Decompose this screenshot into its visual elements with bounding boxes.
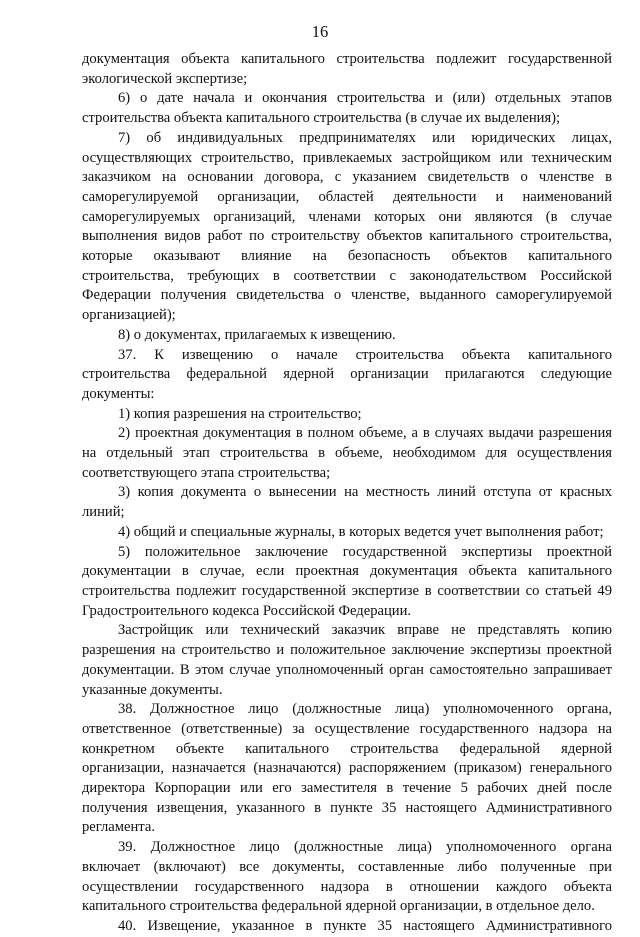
- text-line: соответствующего этапа строительства;: [82, 464, 331, 481]
- text-line: линий;: [82, 504, 125, 521]
- text-line: 7) об индивидуальных предпринимателях или юридических лицах,: [118, 129, 612, 146]
- text-line: директора Корпорации или его заместителя в течение 5 рабочих дней после: [82, 780, 612, 797]
- page-number: 16: [311, 22, 329, 41]
- text-line: 40. Извещение, указанное в пункте 35 настоящего Административного: [118, 917, 612, 934]
- text-line: саморегулируемой организации, областей деятельности и наименований: [82, 188, 612, 205]
- text-line: 1) копия разрешения на строительство;: [118, 405, 362, 422]
- text-line: Градостроительного кодекса Российской Федерации.: [82, 602, 412, 619]
- text-line: строительства подлежит государственной экспертизе в соответствии со статьей 49: [82, 582, 612, 599]
- text-line: саморегулируемых организаций, членами которых они являются (в случае: [82, 208, 612, 225]
- text-line: осуществлении государственного надзора в отношении каждого объекта: [82, 878, 612, 895]
- text-line: 38. Должностное лицо (должностные лица) уполномоченного органа,: [118, 701, 612, 718]
- text-line: выполнения видов работ по строительству объектов капитального строительства,: [82, 228, 612, 245]
- text-line: капитального строительства федеральной ядерной организации, в отдельное дело.: [82, 898, 595, 915]
- text-line: документы:: [82, 385, 155, 402]
- text-line: включает (включают) все документы, составленные либо полученные при: [82, 858, 612, 875]
- text-line: Федерации получения свидетельства о членстве, выданного саморегулируемой: [82, 287, 612, 304]
- text-line: которые оказывают влияние на безопасность объектов капитального: [82, 248, 612, 265]
- text-line: на отдельный этап строительства в объеме, необходимом для осуществления: [82, 445, 612, 462]
- text-line: строительства объекта капитального строительства (в случае их выделения);: [82, 110, 561, 127]
- text-line: регламента.: [82, 819, 155, 836]
- text-line: строительства федеральной ядерной организации прилагаются следующие: [82, 366, 612, 383]
- text-line: заказчиком на основании договора, с указанием свидетельств о членстве в: [82, 169, 612, 186]
- text-line: получения извещения, указанного в пункте 35 настоящего Административного: [82, 799, 612, 816]
- text-line: Застройщик или технический заказчик вправе не представлять копию: [118, 622, 612, 639]
- body-text: [82, 50, 612, 937]
- text-line: 3) копия документа о вынесении на местность линий отступа от красных: [118, 484, 612, 501]
- text-line: 37. К извещению о начале строительства объекта капитального: [118, 346, 612, 363]
- text-line: указанные документы.: [82, 681, 223, 698]
- text-line: 2) проектная документация в полном объеме, а в случаях выдачи разрешения: [118, 425, 612, 442]
- text-line: конкретном объекте капитального строительства федеральной ядерной: [82, 740, 612, 757]
- text-line: 39. Должностное лицо (должностные лица) уполномоченного органа: [118, 839, 612, 856]
- text-line: документации в случае, если проектная документация объекта капитального: [82, 563, 612, 580]
- text-line: организации, назначается (назначаются) распоряжением (приказом) генерального: [82, 760, 612, 777]
- text-line: 5) положительное заключение государственной экспертизы проектной: [118, 543, 612, 560]
- text-line: 6) о дате начала и окончания строительства и (или) отдельных этапов: [118, 90, 612, 107]
- text-line: организацией);: [82, 307, 176, 324]
- text-line: разрешения на строительство и положительное заключение экспертизы проектной: [82, 642, 612, 659]
- text-line: строительства, требующих в соответствии с законодательством Российской: [82, 267, 612, 284]
- text-line: ответственное (ответственные) за осуществление государственного надзора на: [82, 720, 612, 737]
- text-line: осуществляющих строительство, привлекаемых застройщиком или техническим: [82, 149, 612, 166]
- text-line: 8) о документах, прилагаемых к извещению.: [118, 326, 396, 343]
- text-line: 4) общий и специальные журналы, в которых ведется учет выполнения работ;: [118, 523, 604, 540]
- text-line: экологической экспертизе;: [82, 70, 248, 87]
- text-line: документация объекта капитального строительства подлежит государственной: [82, 51, 612, 67]
- text-line: документации. В этом случае уполномоченный орган самостоятельно запрашивает: [82, 661, 612, 678]
